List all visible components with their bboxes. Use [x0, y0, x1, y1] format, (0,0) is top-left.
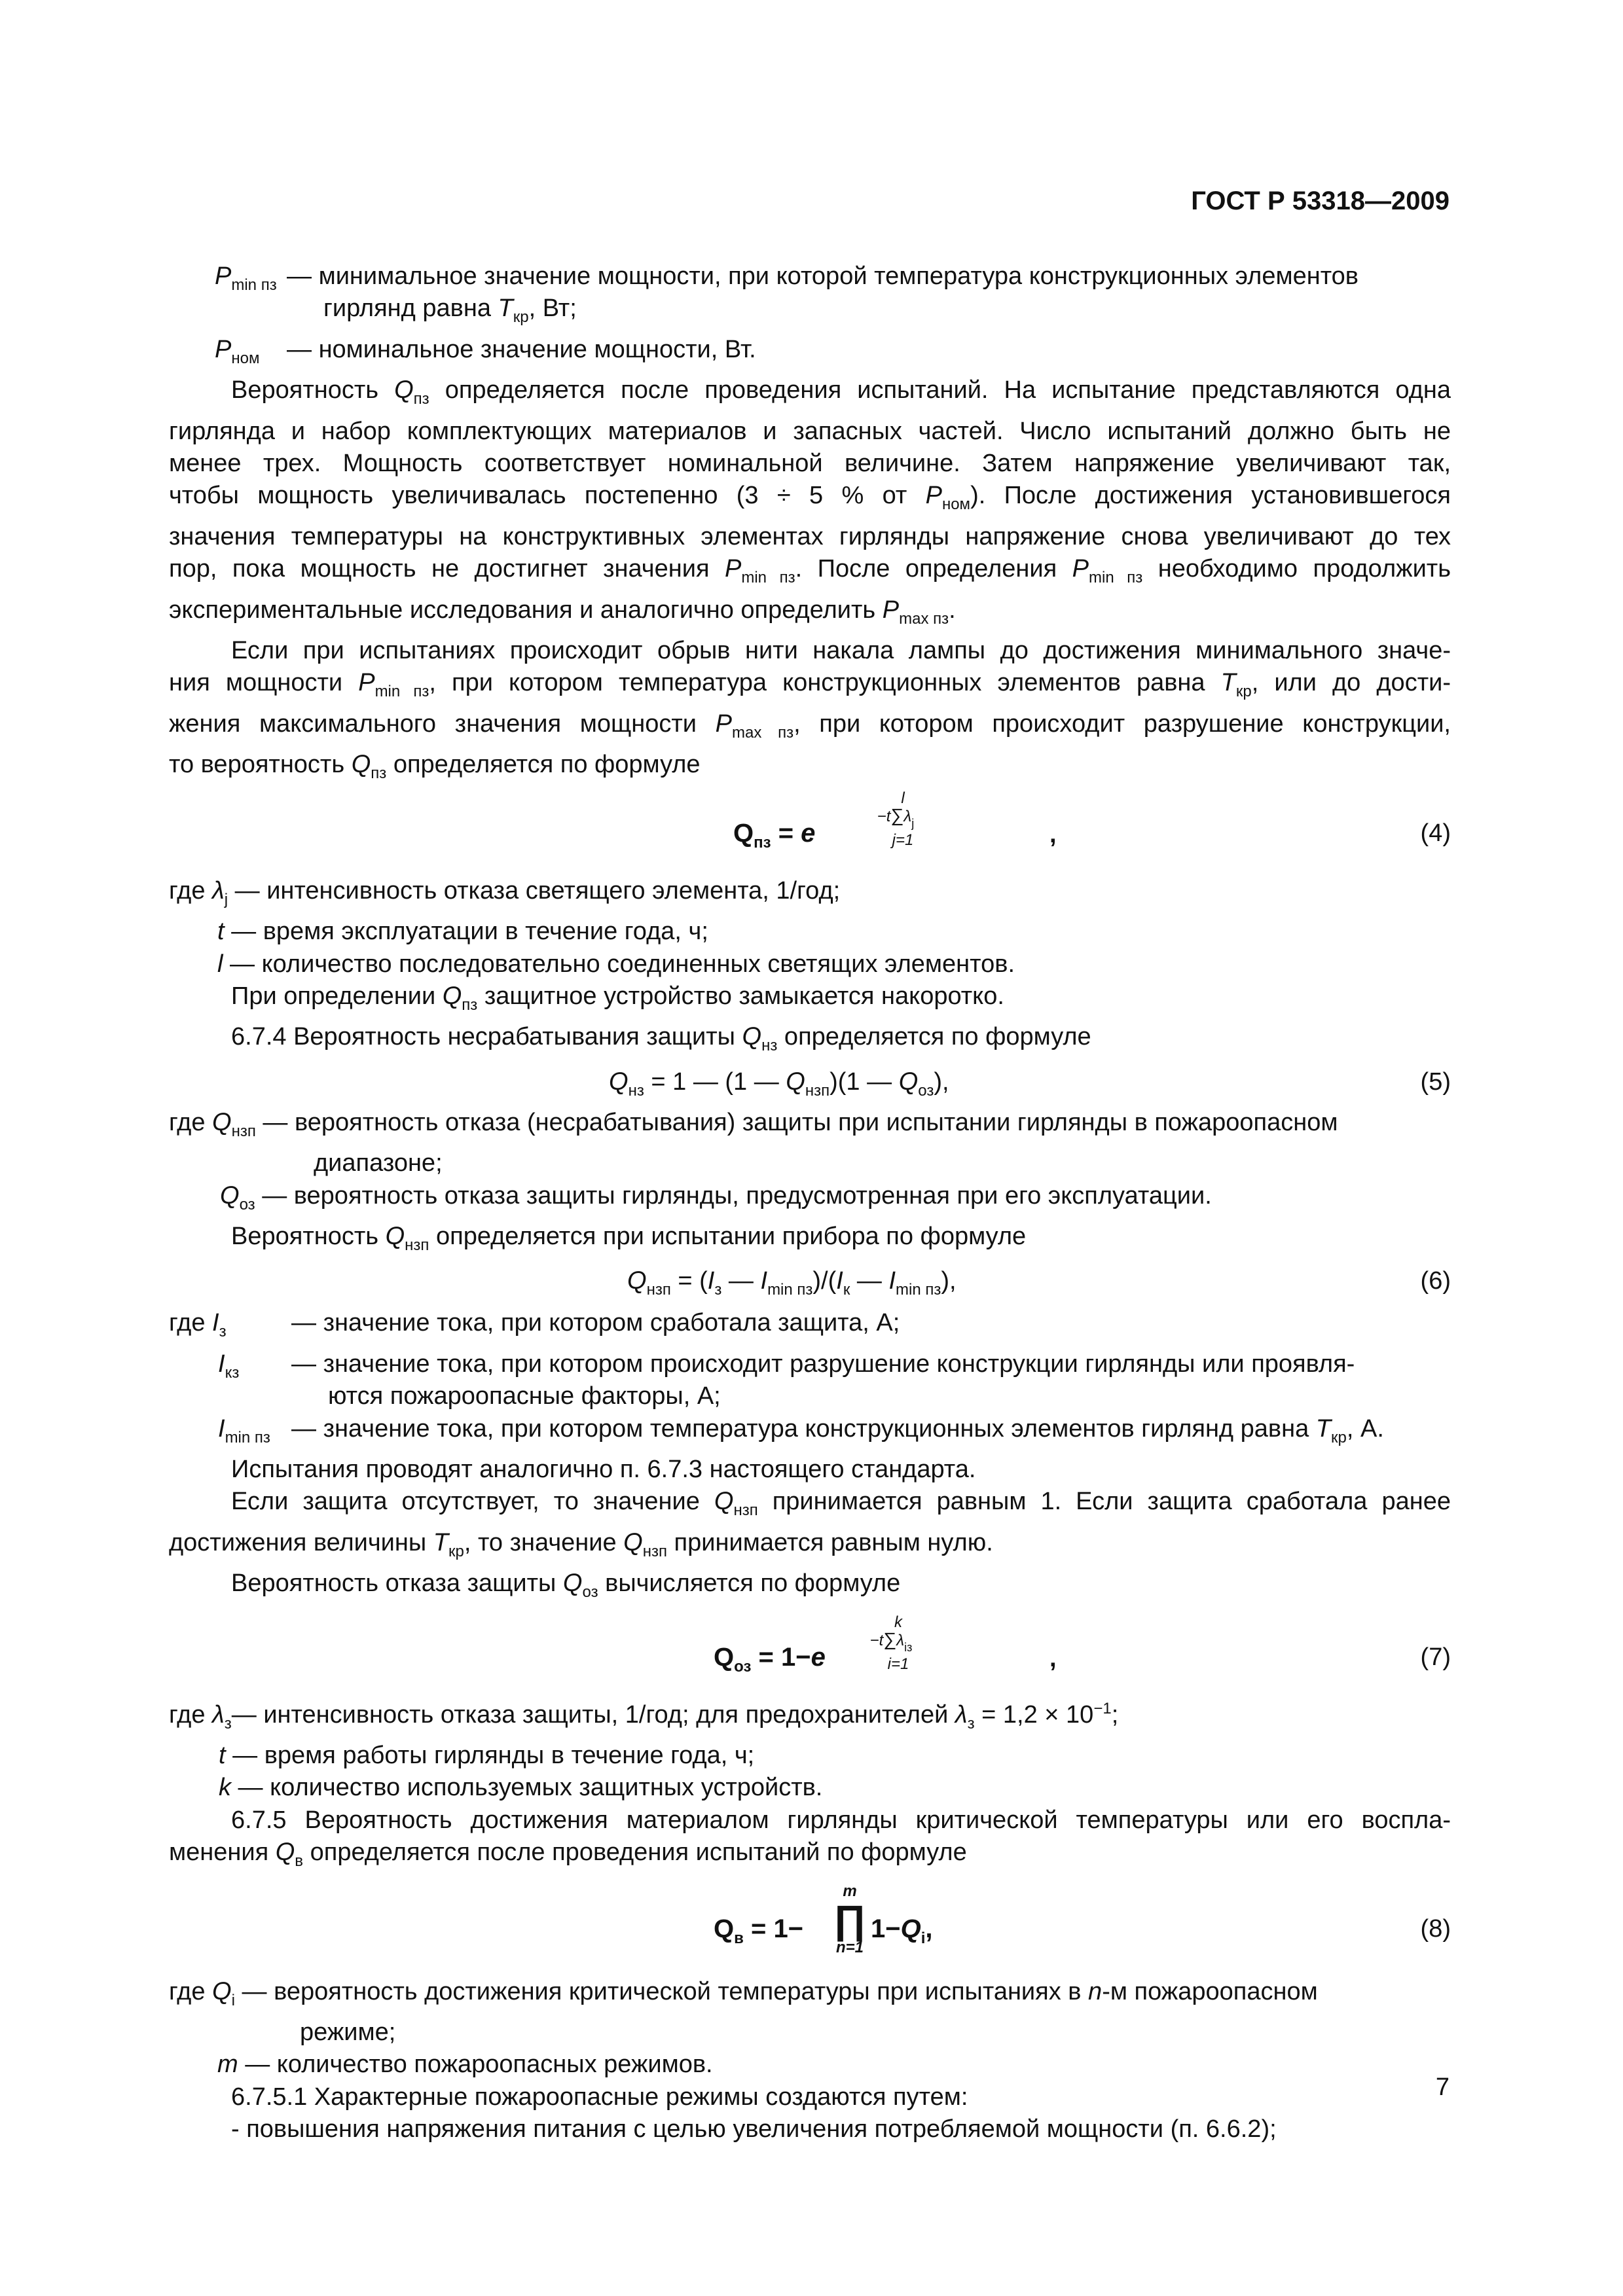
definition-k: k — количество используемых защитных устройств.: [219, 1774, 823, 1802]
formula-6: $Q_{нзп} = (I_з$ — $I_{min пз})/(I_к$ — $I_{min пз}$), (6): [169, 1261, 1451, 1307]
definition-qi: где $Q_i$ — вероятность достижения критической температуры при испытаниях в n-м пожароопасном: [169, 1977, 1318, 2009]
paragraph-filament-break: Если при испытаниях происходит обрыв нити накала лампы до достижения минимального значе- ния мощности $P_{min пз}$, при котором температура конструкционных элементов равна $T_{кр}$, или до дости- жения максимального значения мощности $P_{max пз}$, при котором происходит разрушение конструкции, то вероятность $Q_{пз}$ определяется по формуле: [169, 637, 1451, 783]
definition-l: l — количество последовательно соединенных светящих элементов.: [217, 950, 1015, 978]
definition-qoz: $Q_{оз}$ — вероятность отказа защиты гирлянды, предусмотренная при его эксплуатации.: [220, 1181, 1212, 1213]
definition-iz: где $I_з$ — значение тока, при котором сработала защита, А;: [169, 1309, 900, 1341]
definition-t-work: t — время работы гирлянды в течение года, ч;: [219, 1742, 755, 1769]
definition-m: m — количество пожароопасных режимов.: [217, 2051, 713, 2079]
section-6-7-5-1: 6.7.5.1 Характерные пожароопасные режимы создаются путем:: [231, 2083, 968, 2111]
section-6-7-4: 6.7.4 Вероятность несрабатывания защиты $Q_{нз}$ определяется по формуле: [231, 1023, 1091, 1055]
paragraph-short-circuit: При определении $Q_{пз}$ защитное устройство замыкается накоротко.: [231, 982, 1004, 1014]
definition-t: t — время эксплуатации в течение года, ч;: [217, 918, 708, 946]
definition-lambda-j: где $\lambda_j$ — интенсивность отказа светящего элемента, 1/год;: [169, 876, 841, 908]
page-number: 7: [1435, 2073, 1450, 2101]
definition-p-min: $P_{min пз}$ — минимальное значение мощности, при которой температура конструкционных элементов гирлянд равна $T_{кр}$, Вт;: [215, 262, 1359, 327]
formula-8: $Q_в = 1-$ m ∏ n=1 $1-Q_i$, (8): [714, 1882, 1451, 1956]
formula-5: $Q_{нз} = 1$ — (1 — $Q_{нзп})(1$ — $Q_{оз}$), (5): [169, 1062, 1451, 1107]
definition-qnzp: где $Q_{нзп}$ — вероятность отказа (несрабатывания) защиты при испытании гирлянды в пожароопасном: [169, 1108, 1338, 1140]
formula-8-number: (8): [1420, 1914, 1451, 1943]
section-6-7-5: 6.7.5 Вероятность достижения материалом гирлянды критической температуры или его воспла-: [231, 1806, 1451, 1834]
paragraph-tests-analogous: Испытания проводят аналогично п. 6.7.3 настоящего стандарта.: [231, 1455, 976, 1483]
definition-lambda-z: где $\lambda_з—$ интенсивность отказа защиты, 1/год; для предохранителей $\lambda_з = 1,2 \times 10^{-1}$;: [169, 1699, 1119, 1732]
paragraph-probability-qpz: Вероятность $Q_{пз}$ определяется после проведения испытаний. На испытание представляются одна гирлянда и набор комплектующих материалов и запасных частей. Число испытаний должно быть не менее трех. Мощность соответствует номинальной величине. Затем напряжение увеличивают так, чтобы мощность увеличивалась постепенно (3 ÷ 5 % от $P_{ном}$). После достижения установившегося значения температуры на конструктивных элементах гирлянды напряжение снова увеличивают до тех пор, пока мощность не достигнет значения $P_{min пз}$. После определения $P_{min пз}$ необходимо продолжить экспериментальные исследования и аналогично определить $P_{max пз}$.: [169, 376, 1451, 628]
list-item-voltage: - повышения напряжения питания с целью увеличения потребляемой мощности (п. 6.6.2);: [231, 2115, 1277, 2144]
formula-7-number: (7): [1420, 1643, 1451, 1671]
paragraph-qnzp: Вероятность $Q_{нзп}$ определяется при испытании прибора по формуле: [231, 1222, 1027, 1254]
formula-4: $Q_{пз} = e$ l $-t\sum\lambda_j$ j=1 , (4): [733, 789, 1451, 852]
paragraph-qoz: Вероятность отказа защиты $Q_{оз}$ вычисляется по формуле: [231, 1570, 901, 1602]
page-body: $P_{min пз}$ — минимальное значение мощности, при которой температура конструкционных элементов гирлянд равна $T_{кр}$, Вт; $P_{ном}$ — номинальное значение мощности, Вт. Вероятность $Q_{пз}$ определяется после проведения испытаний. На испытание представляются одна гирлянда и набор комплектующих материалов и запасных частей. Число испытаний должно быть не менее трех. Мощность соответствует номинальной величине. Затем напряжение увеличивают так, чтобы мощность увеличивалась постепенно (3 ÷ 5 % от $P_{ном}$). После достижения установившегося значения температуры на конструктивных элементах гирлянды напряжение снова увеличивают до тех пор, пока мощность не достигнет значения $P_{min пз}$. После определения $P_{min пз}$ необходимо продолжить экспериментальные исследования и аналогично определить $P_{max пз}$. Если при испытаниях происходит обрыв нити накала лампы до достижения минимального значе- ния мощности $P_{min пз}$, при котором температура конструкционных элементов равна $T_{кр}$, или до дости- жения максимального значения мощности $P_{max пз}$, при котором происходит разрушение конструкции, то вероятность $Q_{пз}$ определяется по формуле $Q_{пз} = e$ l $-t\sum\lambda_j$ j=1 , (4) где $\lambda_j$ — интенсивность отказа светящего элемента, 1/год; t — время эксплуатации в течение года, ч; l — количество последовательно соединенных светящих элементов. При определении $Q_{пз}$ защитное устройство замыкается накоротко. 6.7.4 Вероятность несрабатывания защиты $Q_{нз}$ определяется по формуле $Q_{нз} = 1$ — (1 — $Q_{нзп})(1$ — $Q_{оз}$), (5) где $Q_{нзп}$ — вероятность отказа (несрабатывания) защиты при испытании гирлянды в пожароопасном диапазоне; $Q_{оз}$ — вероятность отказа защиты гирлянды, предусмотренная при его эксплуатации. Вероятность $Q_{нзп}$ определяется при испытании прибора по формуле $Q_{нзп} = (I_з$ — $I_{min пз})/(I_к$ — $I_{min пз}$), (6) где $I_з$ — значение тока, при котором сработала защита, А; $I_{кз}$ — значение тока, при котором происходит разрушение конструкции гирлянды или проявля- ются пожароопасные факторы, А; $I_{min пз}$ — значение тока, при котором температура конструкционных элементов гирлянд равна $T_{кр}$, А. Испытания проводят аналогично п. 6.7.3 настоящего стандарта. Если защита отсутствует, то значение $Q_{нзп}$ принимается равным 1. Если защита сработала ранее достижения величины $T_{кр}$, то значение $Q_{нзп}$ принимается равным нулю. Вероятность отказа защиты $Q_{оз}$ вычисляется по формуле $Q_{оз} = 1-e$ k $-t\sum\lambda_{із}$ i=1 , (7) где $\lambda_з—$ интенсивность отказа защиты, 1/год; для предохранителей $\lambda_з = 1,2 \times 10^{-1}$; t — время работы гирлянды в течение года, ч; k — количество используемых защитных устройств. 6.7.5 Вероятность достижения материалом гирлянды критической температуры или его воспла- менения $Q_в$ определяется после проведения испытаний по формуле $Q_в = 1-$ m ∏ n=1 $1-Q_i$, (8) где $Q_i$ — вероятность достижения критической температуры при испытаниях в n-м пожароопасном режиме; m — количество пожароопасных режимов. 6.7.5.1 Характерные пожароопасные режимы создаются путем: - повышения напряжения питания с целью увеличения потребляемой мощности (п. 6.6.2);: [169, 260, 1451, 2146]
paragraph-no-protection: Если защита отсутствует, то значение $Q_{нзп}$ принимается равным 1. Если защита сработала ранее: [231, 1488, 1451, 1520]
standard-header: ГОСТ Р 53318—2009: [1191, 187, 1450, 215]
formula-6-number: (6): [1420, 1267, 1451, 1295]
formula-4-number: (4): [1420, 819, 1451, 847]
formula-5-number: (5): [1420, 1067, 1451, 1096]
formula-7: $Q_{оз} = 1-e$ k $-t\sum\lambda_{із}$ i=1 , (7): [714, 1613, 1451, 1676]
definition-ikz: $I_{кз}$ — значение тока, при котором происходит разрушение конструкции гирлянды или проявля- ются пожароопасные факторы, А;: [218, 1350, 1355, 1410]
definition-p-nom: $P_{ном}$ — номинальное значение мощности, Вт.: [215, 335, 756, 367]
definition-imin: $I_{min пз}$ — значение тока, при котором температура конструкционных элементов гирлянд равна $T_{кр}$, А.: [218, 1414, 1384, 1446]
